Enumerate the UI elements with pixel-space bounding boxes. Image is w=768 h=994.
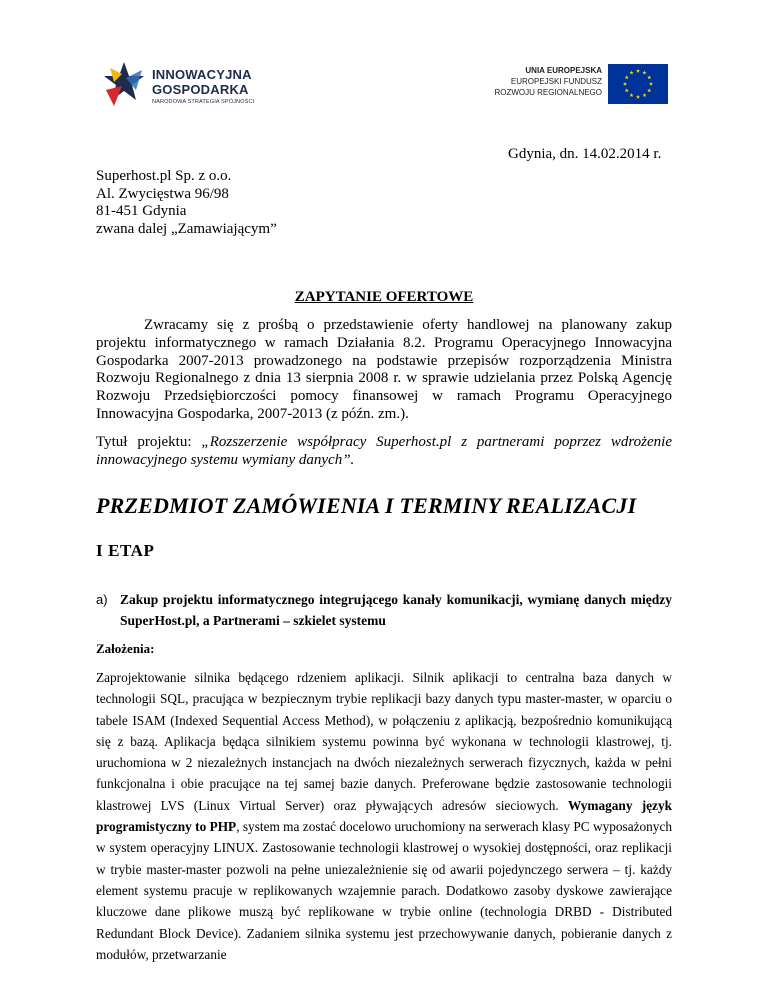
eu-fund-line1: UNIA EUROPEJSKA	[525, 66, 602, 75]
eu-fund-line3: ROZWOJU REGIONALNEGO	[494, 88, 602, 97]
stage-heading: I ETAP	[96, 541, 155, 560]
section-heading: PRZEDMIOT ZAMÓWIENIA I TERMINY REALIZACJI	[96, 493, 637, 518]
eu-fund-line2: EUROPEJSKI FUNDUSZ	[510, 77, 602, 86]
body-bold: Wymagany język programistyczny to PHP	[96, 797, 672, 835]
stage-item-a	[96, 589, 672, 631]
item-text: Zakup projektu informatycznego integrującego kanały komunikacji, wymianę danych między SuperHost.pl, a Partnerami – szkielet systemu	[120, 592, 672, 628]
address-line: Superhost.pl Sp. z o.o.	[96, 168, 232, 184]
body-part2: , system ma zostać docelowo uruchomiony na serwerach klasy PC wyposażonych w system operacyjny LINUX. Zastosowanie technologii klastrowej o wysokiej dostępności, oraz replikacji w trybie master-master pozwoli na pełne uniezależnienie się od awarii pojedynczego serwera – tj. każdy element systemu pracuje w replikowanych wzajemnie parach. Dodatkowo zasoby dyskowe zawierające kluczowe dane plikowe muszą być replikowane w trybie online (technologia DRBD - Distributed Redundant Block Device). Zadaniem silnika systemu jest przechowywanie danych, pobieranie danych z modułów, przetwarzanie	[96, 819, 672, 962]
item-marker: a)	[96, 592, 108, 607]
eu-flag-icon	[608, 64, 668, 104]
letter-date: Gdynia, dn. 14.02.2014 r.	[508, 146, 662, 162]
project-title-paragraph	[96, 433, 672, 469]
logo-left-line3: NARODOWA STRATEGIA SPÓJNOŚCI	[152, 99, 255, 105]
address-line: zwana dalej „Zamawiającym”	[96, 220, 277, 237]
logo-left-line1: INNOWACYJNA	[152, 67, 252, 82]
eu-fund-text	[494, 65, 602, 98]
project-title-text: „Rozszerzenie współpracy Superhost.pl z partnerami poprzez wdrożenie innowacyjnego systemu wymiany danych”.	[96, 434, 672, 468]
address-line: 81-451 Gdynia	[96, 203, 187, 219]
eu-fund-logo	[484, 64, 674, 104]
address-line: Al. Zwycięstwa 96/98	[96, 185, 229, 202]
intro-paragraph: Zwracamy się z prośbą o przedstawienie oferty handlowej na planowany zakup projektu informatycznego w ramach Działania 8.2. Programu Operacyjnego Innowacyjna Gospodarka 2007-2013 prowadzonego na podstawie przepisów rozporządzenia Ministra Rozwoju Regionalnego z dnia 13 sierpnia 2008 r. w sprawie udzielania przez Polską Agencję Rozwoju Przedsiębiorczości pomocy finansowej w ramach Programu Operacyjnego Innowacyjna Gospodarka, 2007-2013 (z późn. zm.).	[96, 317, 672, 422]
logo-left-line2: GOSPODARKA	[152, 82, 249, 97]
recipient-address	[96, 168, 277, 238]
body-part1: Zaprojektowanie silnika będącego rdzeniem aplikacji. Silnik aplikacji to centralna baza danych w technologii SQL, pracująca w bezpiecznym trybie replikacji bazy danych typu master-master, w oparciu o tabele ISAM (Indexed Sequential Access Method), w połączeniu z aplikacją, bezpośrednio komunikującą się z bazą. Aplikacja będąca silnikiem systemu powinna być wykonana w technologii klastrowej, tj. uruchomiona w 2 niezależnych instancjach na dwóch niezależnych serwerach fizycznych, każda w pełni funkcjonalna i obie pracujące na tej samej bazie danych. Preferowane będzie zastosowanie technologii klastrowej LVS (Linux Virtual Server) oraz pływających adresów sieciowych.	[96, 670, 672, 813]
document-title: ZAPYTANIE OFERTOWE	[294, 289, 474, 305]
assumptions-label: Założenia:	[96, 641, 155, 656]
innowacyjna-gospodarka-logo	[96, 44, 268, 118]
project-title-label: Tytuł projektu:	[96, 434, 202, 450]
innowacyjna-gospodarka-emblem-icon	[102, 60, 146, 108]
assumptions-body	[96, 667, 672, 965]
